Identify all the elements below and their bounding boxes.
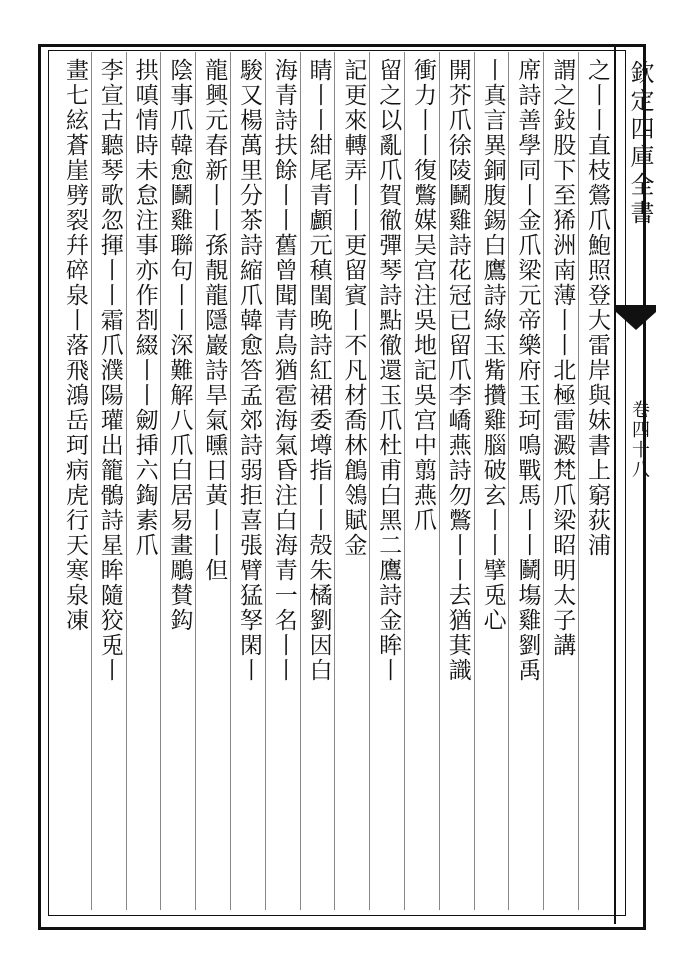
text-column: 拱嗔情時未怠注事亦作剳綴丨丨劒挿六鋾素爪 [131,58,158,558]
text-column: 記更來轉弄丨丨更留賓丨不凡材喬林鶬鴒賦金 [340,58,367,558]
column-rule [474,52,475,910]
text-column: 謂之鈙股下至狶洲南薄丨丨北極雷澱梵爪梁昭明太子講 [549,58,576,658]
column-rule [230,52,231,910]
column-rule [369,52,370,910]
column-rule [300,52,301,910]
running-title: 欽定四庫全書 [626,60,654,228]
column-rule [126,52,127,910]
column-rule [91,52,92,910]
column-rule [578,52,579,910]
text-column: 席詩善學同丨金爪梁元帝樂府玉珂鳴戰馬丨丨鬭塲雞劉禹 [514,58,541,683]
text-column: 畫七絃蒼崖劈裂幷碎泉丨落飛鴻岳珂病虎行天寒泉凍 [62,58,88,633]
column-rule [265,52,266,910]
text-column: 之丨丨直枝鶯爪鮑照登大雷岸與妹書上窮荻浦 [584,58,610,558]
text-column: 龍興元春新丨丨孫靚龍隱巖詩旱氣曛日黃丨丨但 [201,58,228,583]
column-rule [439,52,440,910]
text-column: 睛丨丨紺尾青顱元稹閨晚詩紅裙委墫指丨丨殻朱橘劉因白 [305,58,332,683]
text-column: 丨真言異銅腹錫白鷹詩綠玉觜攢雞腦破玄丨丨擘兎心 [479,58,506,633]
fish-tail-mark-icon [616,300,656,340]
text-column: 李宣古聽琴歌忽揮丨丨霜爪濮陽瓘出籠鶻詩星眸隨狡兎丨 [96,58,123,683]
column-rule [508,52,509,910]
text-column: 衝力丨丨復鷩媒吴宫注吳地記吳宫中翦燕爪 [410,58,436,533]
column-rule [543,52,544,910]
text-column: 留之以亂爪賀徹彈琴詩點徹還玉爪杜甫白黑二鷹詩金眸丨 [375,58,402,683]
column-rule [334,52,335,910]
text-column: 開芥爪徐陵鬭雞詩花冠已留爪李嶠燕詩勿鷩丨丨去猶萁識 [444,58,471,683]
column-rule [160,52,161,910]
column-rule [195,52,196,910]
text-column: 駿又楊萬里分茶詩縮爪韓愈答孟郊詩弱拒喜張臂猛孥閑丨 [236,58,262,683]
volume-label: 卷四十八 [629,400,650,480]
text-column: 海青詩扶餘丨丨舊曾聞青鳥猶雹海氣昏注白海青一名丨丨 [270,58,297,683]
text-column: 陰事爪韓愈鬭雞聯句丨丨深難解八爪白居易畫鵰賛鈎 [166,58,193,633]
column-rule [404,52,405,910]
